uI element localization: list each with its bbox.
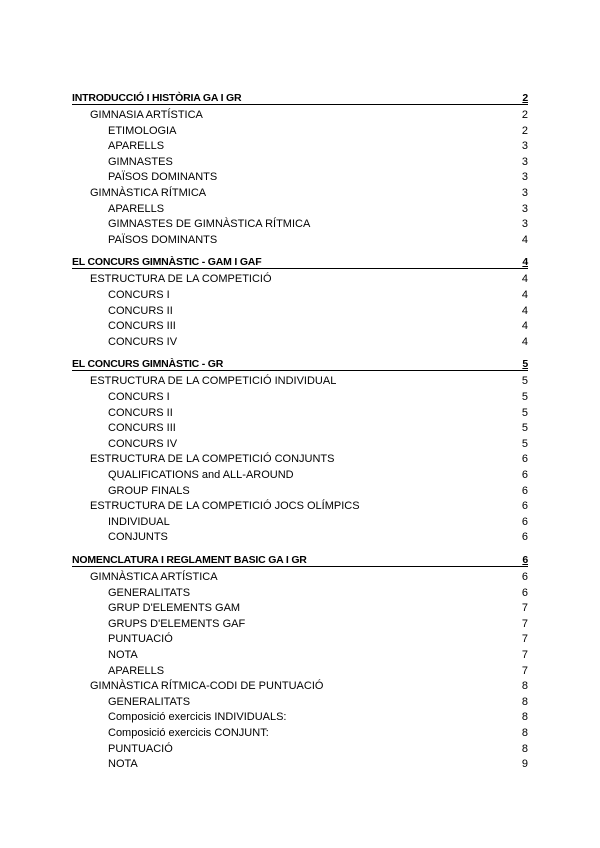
toc-page-number: 4 [521, 320, 528, 333]
toc-page-number: 6 [521, 571, 528, 583]
toc-page-number: 4 [521, 289, 528, 301]
toc-page-number: 7 [521, 664, 528, 677]
toc-page-number: 2 [521, 109, 528, 121]
toc-page-number: 6 [521, 531, 528, 544]
toc-entry-title: GIMNÀSTICA RÍTMICA [90, 187, 207, 199]
toc-entry-title: CONCURS I [108, 289, 170, 301]
toc-entry[interactable] [72, 169, 528, 185]
toc-entry-title: GRUP D'ELEMENTS GAM [108, 602, 241, 615]
toc-page-number: 6 [521, 453, 528, 466]
toc-page-number: 3 [521, 171, 528, 184]
toc-entry-title: GROUP FINALS [108, 484, 190, 497]
toc-page-number: 3 [521, 202, 528, 215]
toc-page-number: 4 [521, 304, 528, 317]
toc-entry[interactable] [72, 318, 528, 334]
toc-entry-title: PUNTUACIÓ [108, 742, 173, 755]
toc-entry[interactable] [72, 154, 528, 170]
toc-entry[interactable] [72, 232, 528, 248]
toc-entry-title: NOTA [108, 649, 138, 661]
toc-entry-title: CONCURS III [108, 320, 176, 333]
toc-entry-title: GIMNASIA ARTÍSTICA [90, 109, 203, 121]
toc-entry-title: EL CONCURS GIMNÀSTIC - GAM I GAF [72, 256, 262, 269]
toc-entry[interactable] [72, 694, 528, 710]
toc-subsection-entry[interactable] [72, 498, 528, 514]
toc-entry[interactable] [72, 287, 528, 303]
toc-page-number: 3 [521, 218, 528, 231]
toc-entry-title: GRUPS D'ELEMENTS GAF [108, 617, 246, 630]
toc-entry-title: NOTA [108, 758, 138, 771]
toc-entry[interactable] [72, 663, 528, 679]
toc-page-number: 6 [521, 500, 528, 513]
toc-entry[interactable] [72, 334, 528, 350]
toc-page-number: 8 [521, 727, 528, 739]
toc-entry[interactable] [72, 585, 528, 601]
toc-entry[interactable] [72, 709, 528, 725]
toc-entry[interactable] [72, 389, 528, 405]
toc-section-heading[interactable] [72, 254, 528, 270]
toc-entry-title: CONCURS II [108, 304, 173, 317]
toc-subsection-entry[interactable] [72, 107, 528, 123]
toc-page-number: 6 [521, 469, 528, 481]
toc-entry-title: INTRODUCCIÓ I HISTÒRIA GA I GR [72, 92, 242, 104]
toc-page-number: 9 [521, 758, 528, 771]
toc-page-number: 3 [521, 140, 528, 153]
toc-entry[interactable] [72, 631, 528, 647]
toc-entry-title: PAÏSOS DOMINANTS [108, 233, 218, 246]
toc-subsection-entry[interactable] [72, 271, 528, 287]
toc-entry[interactable] [72, 600, 528, 616]
toc-entry[interactable] [72, 436, 528, 452]
toc-entry-title: GIMNÀSTICA RÍTMICA-CODI DE PUNTUACIÓ [90, 680, 324, 693]
toc-entry-title: APARELLS [108, 202, 165, 215]
toc-entry-title: GENERALITATS [108, 695, 191, 708]
toc-subsection-entry[interactable] [72, 185, 528, 201]
toc-entry-title: ETIMOLOGIA [108, 124, 177, 137]
toc-page-number: 6 [521, 586, 528, 599]
toc-entry-title: CONCURS III [108, 422, 176, 435]
toc-entry-title: CONCURS IV [108, 335, 178, 348]
toc-page-number: 3 [521, 187, 528, 199]
toc-entry-title: GENERALITATS [108, 586, 191, 599]
toc-subsection-entry[interactable] [72, 451, 528, 467]
toc-page-number: 6 [521, 484, 528, 497]
toc-page-number: 4 [521, 273, 528, 286]
toc-page-number: 7 [521, 649, 528, 661]
toc-entry[interactable] [72, 303, 528, 319]
heading-underline [72, 566, 528, 567]
toc-entry[interactable] [72, 725, 528, 741]
toc-page-number: 7 [521, 633, 528, 646]
toc-entry-title: CONCURS I [108, 391, 170, 403]
toc-entry-title: CONJUNTS [108, 531, 168, 544]
toc-page-number: 4 [521, 335, 528, 348]
toc-entry[interactable] [72, 216, 528, 232]
toc-entry-title: INDIVIDUAL [108, 515, 170, 528]
toc-page-number: 8 [521, 742, 528, 755]
toc-entry[interactable] [72, 756, 528, 772]
toc-page-number: 2 [522, 92, 528, 104]
toc-entry[interactable] [72, 514, 528, 530]
toc-entry[interactable] [72, 138, 528, 154]
toc-page-number: 7 [521, 617, 528, 630]
toc-page-number: 8 [521, 695, 528, 708]
heading-underline [72, 370, 528, 371]
toc-page-number: 4 [522, 256, 528, 269]
toc-entry-title: ESTRUCTURA DE LA COMPETICIÓ INDIVIDUAL [90, 375, 337, 388]
toc-entry-title: NOMENCLATURA I REGLAMENT BASIC GA I GR [72, 554, 307, 566]
heading-underline [72, 104, 528, 105]
toc-page-number: 4 [521, 233, 528, 246]
toc-subsection-entry[interactable] [72, 569, 528, 585]
toc-entry-title: CONCURS II [108, 406, 173, 419]
toc-entry-title: APARELLS [108, 664, 165, 677]
toc-entry-title: ESTRUCTURA DE LA COMPETICIÓ CONJUNTS [90, 453, 335, 466]
toc-page-number: 5 [521, 437, 528, 450]
heading-underline [72, 268, 528, 269]
toc-entry[interactable] [72, 201, 528, 217]
toc-entry-title: Composició exercicis CONJUNT: [108, 727, 269, 739]
toc-page-number: 6 [522, 554, 528, 566]
toc-entry[interactable] [72, 420, 528, 436]
toc-page-number: 5 [521, 391, 528, 403]
toc-entry[interactable] [72, 616, 528, 632]
toc-entry-title: GIMNASTES DE GIMNÀSTICA RÍTMICA [108, 218, 311, 231]
toc-entry-title: EL CONCURS GIMNÀSTIC - GR [72, 358, 224, 371]
toc-page-number: 7 [521, 602, 528, 615]
toc-page-number: 3 [521, 155, 528, 168]
toc-entry[interactable] [72, 647, 528, 663]
toc-page-number: 2 [521, 124, 528, 137]
toc-entry[interactable] [72, 529, 528, 545]
toc-entry-title: APARELLS [108, 140, 165, 153]
toc-entry-title: PAÏSOS DOMINANTS [108, 171, 218, 184]
toc-entry-title: ESTRUCTURA DE LA COMPETICIÓ [90, 273, 272, 286]
toc-section-heading[interactable] [72, 552, 528, 568]
toc-page-number: 8 [521, 680, 528, 693]
toc-subsection-entry[interactable] [72, 678, 528, 694]
toc-entry-title: PUNTUACIÓ [108, 633, 173, 646]
toc-page-number: 5 [522, 358, 528, 371]
toc-page-number: 5 [521, 375, 528, 388]
toc-page-number: 5 [521, 422, 528, 435]
toc-subsection-entry[interactable] [72, 373, 528, 389]
toc-page-number: 6 [521, 515, 528, 528]
toc-entry-title: CONCURS IV [108, 437, 178, 450]
toc-entry-title: QUALIFICATIONS and ALL-AROUND [108, 469, 294, 481]
toc-entry-title: ESTRUCTURA DE LA COMPETICIÓ JOCS OLÍMPICS [90, 500, 360, 513]
toc-entry-title: GIMNÀSTICA ARTÍSTICA [90, 571, 218, 583]
toc-section-heading[interactable] [72, 356, 528, 372]
toc-entry[interactable] [72, 405, 528, 421]
toc-page-number: 8 [521, 711, 528, 724]
toc-entry-title: Composició exercicis INDIVIDUALS: [108, 711, 287, 724]
toc-entry[interactable] [72, 467, 528, 483]
toc-entry[interactable] [72, 483, 528, 499]
toc-entry[interactable] [72, 741, 528, 757]
toc-section-heading[interactable] [72, 90, 528, 106]
toc-entry-title: GIMNASTES [108, 155, 173, 168]
toc-page-number: 5 [521, 406, 528, 419]
toc-entry[interactable] [72, 123, 528, 139]
